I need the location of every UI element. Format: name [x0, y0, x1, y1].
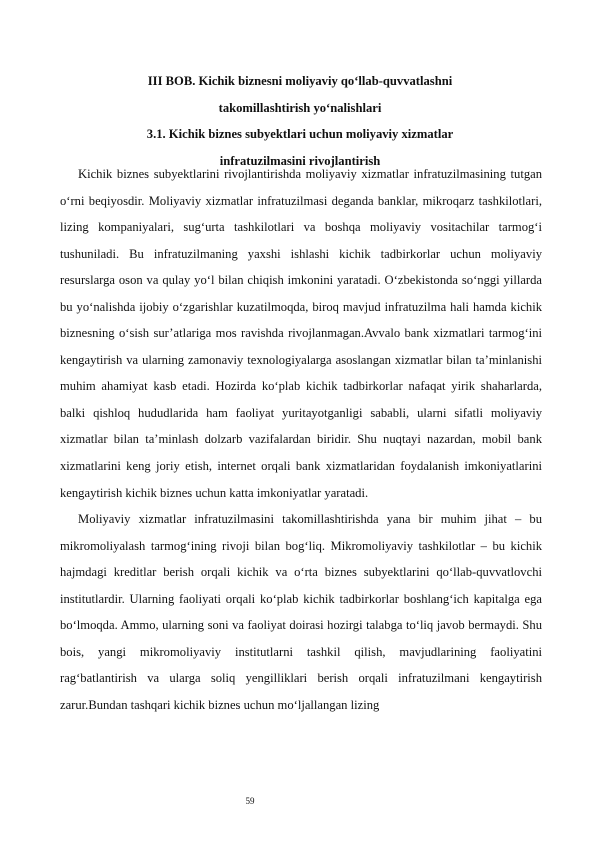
- chapter-heading-line-1: III BOB. Kichik biznesni moliyaviy qo‘llab-quvvatlashni: [147, 74, 453, 88]
- section-heading-line-2: infratuzilmasini rivojlantirish: [219, 153, 381, 168]
- chapter-heading-line-2: takomillashtirish yo‘nalishlari: [218, 100, 382, 115]
- paragraph-1: Kichik biznes subyektlarini rivojlantirishda moliyaviy xizmatlar infratuzilmasining tutgan o‘rni beqiyosdir. Moliyaviy xizmatlar infratuzilmasi deganda banklar, mikroqarz tashkilotlari, lizing kompaniyalari, sug‘urta tashkilotlari va boshqa moliyaviy vositachilar tarmog‘i tushuniladi. Bu infratuzilmaning yaxshi ishlashi kichik tadbirkorlar uchun moliyaviy resurslarga oson va qulay yo‘l bilan chiqish imkonini yaratadi. O‘zbekistonda so‘nggi yillarda bu yo‘nalishda ijobiy o‘zgarishlar kuzatilmoqda, biroq mavjud infratuzilma hali hamda kichik biznesning o‘sish sur’atlariga mos ravishda rivojlanmagan.Avvalo bank xizmatlari tarmog‘ini kengaytirish va ularning zamonaviy texnologiyalarga asoslangan xizmatlar bilan ta’minlanishi muhim ahamiyat kasb etadi. Hozirda ko‘plab kichik tadbirkorlar nafaqat yirik shaharlarda, balki qishloq hududlarida ham faoliyat yuritayotganligi sababli, ularni sifatli moliyaviy xizmatlar bilan ta’minlash dolzarb vazifalardan biridir. Shu nuqtayi nazardan, mobil bank xizmatlarini keng joriy etish, internet orqali bank xizmatlaridan foydalanish imkoniyatlarini kengaytirish kichik biznes uchun katta imkoniyatlar yaratadi.: [60, 167, 542, 500]
- body-text: [60, 161, 542, 718]
- section-heading-line-1: 3.1. Kichik biznes subyektlari uchun moliyaviy xizmatlar: [146, 127, 454, 141]
- chapter-heading: [60, 68, 540, 121]
- paragraph-2: Moliyaviy xizmatlar infratuzilmasini takomillashtirishda yana bir muhim jihat – bu mikromoliyalash tarmog‘ining rivoji bilan bog‘liq. Mikromoliyaviy tashkilotlar – bu kichik hajmdagi kreditlar berish orqali kichik va o‘rta biznes subyektlarini qo‘llab-quvvatlovchi institutlardir. Ularning faoliyati orqali ko‘plab kichik tadbirkorlar boshlang‘ich kapitalga ega bo‘lmoqda. Ammo, ularning soni va faoliyat doirasi hozirgi talabga to‘liq javob bermaydi. Shu bois, yangi mikromoliyaviy institutlarni tashkil qilish, mavjudlarining faoliyatini rag‘batlantirish va ularga soliq yengilliklari berish orqali infratuzilmani kengaytirish zarur.Bundan tashqari kichik biznes uchun mo‘ljallangan lizing: [60, 512, 542, 712]
- page-number: 59: [245, 796, 255, 806]
